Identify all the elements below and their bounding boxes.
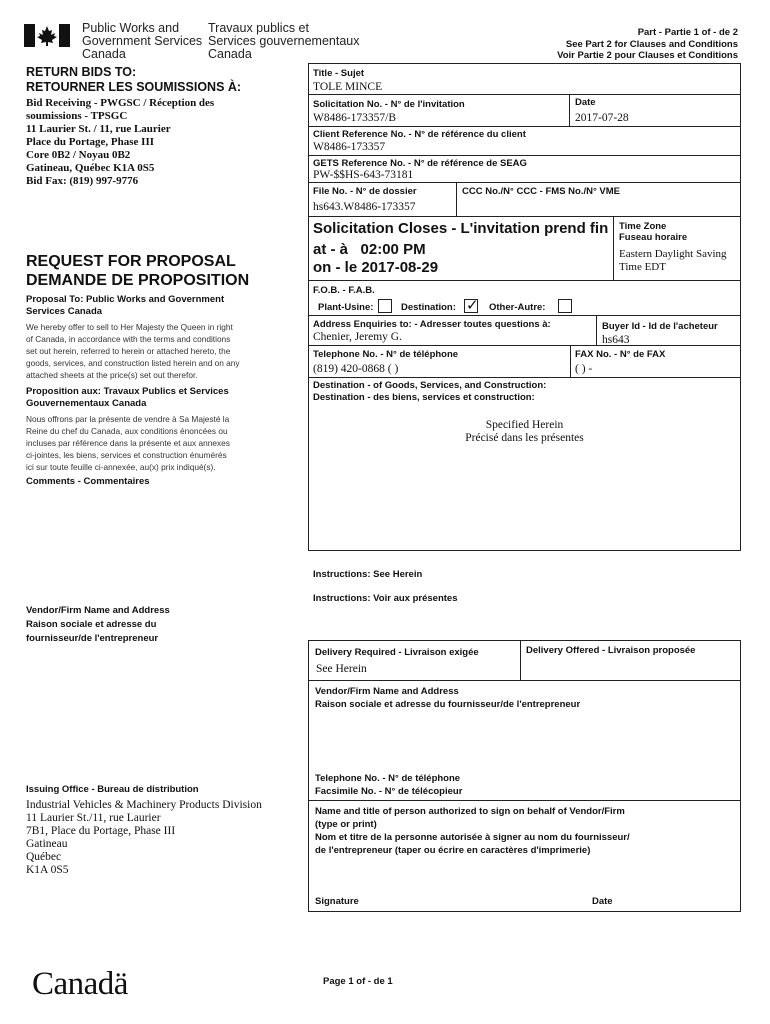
instructions-en: Instructions: See Herein <box>313 569 423 580</box>
closes-date-value[interactable]: 2017-08-29 <box>361 259 439 276</box>
check-icon: ✓ <box>466 297 479 314</box>
gets-reference-value[interactable]: PW-$$HS-643-73181 <box>313 169 414 181</box>
title-label: Title - Sujet <box>313 68 365 79</box>
canada-flag-icon <box>24 24 70 47</box>
closes-at-label: at - à <box>313 241 349 258</box>
return-bids-address: Bid Receiving - PWGSC / Réception des soumissions - TPSGC 11 Laurier St. / 11, rue Laurier Place du Portage, Phase III Core 0B2 / Noyau 0B2 Gatineau, Québec K1A 0S5 Bid Fax: (819) 997-9776 <box>26 97 215 187</box>
fax-label: FAX No. - N° de FAX <box>575 349 666 360</box>
vendor-telephone-label: Telephone No. - N° de téléphone Facsimile No. - N° de télécopieur <box>315 773 463 797</box>
return-bids-heading: RETURN BIDS TO: RETOURNER LES SOUMISSIONS À: <box>26 65 242 94</box>
proposition-aux-section: Proposition aux: Travaux Publics et Services Gouvernementaux Canada Nous offrons par la présente de vendre à Sa Majesté la Reine du chef du Canada, aux conditions énoncées ou incluses par référence dans la présente et aux annexes ci-jointes, les biens, services et construction énumérés ici sur toute feuille ci-annexée, au(x) prix indiqué(s). <box>26 386 230 472</box>
issuing-office-label: Issuing Office - Bureau de distribution <box>26 784 199 795</box>
closes-time-line <box>313 241 426 259</box>
canada-wordmark: Canadä <box>32 966 128 1002</box>
fax-value[interactable]: ( ) - <box>575 363 593 375</box>
comments-label: Comments - Commentaires <box>26 476 150 487</box>
delivery-offered-label: Delivery Offered - Livraison proposée <box>526 645 696 656</box>
gets-reference-label: GETS Reference No. - N° de référence de SEAG <box>313 158 527 169</box>
solicitation-number-label: Solicitation No. - N° de l'invitation <box>313 99 465 110</box>
telephone-value[interactable]: (819) 420-0868 ( ) <box>313 363 399 375</box>
delivery-required-value[interactable]: See Herein <box>316 663 367 675</box>
destination-goods-label: Destination - of Goods, Services, and Construction: Destination - des biens, services et construction: <box>313 380 547 403</box>
ccc-number-label: CCC No./N° CCC - FMS No./N° VME <box>462 186 621 197</box>
destination-goods-value[interactable]: Specified Herein Précisé dans les présentes <box>465 419 584 444</box>
part-info: Part - Partie 1 of - de 2 See Part 2 for Clauses and Conditions Voir Partie 2 pour Clauses et Conditions <box>557 27 738 61</box>
buyer-id-value[interactable]: hs643 <box>602 334 630 346</box>
closes-on-label: on - le <box>313 259 358 276</box>
rfp-heading: REQUEST FOR PROPOSAL DEMANDE DE PROPOSITION <box>26 253 250 289</box>
solicitation-closes-heading: Solicitation Closes - L'invitation prend fin <box>313 220 609 237</box>
date-value[interactable]: 2017-07-28 <box>575 112 629 124</box>
page-number: Page 1 of - de 1 <box>323 976 393 987</box>
closes-date-line <box>313 259 438 277</box>
signature-date-label: Date <box>592 896 613 907</box>
date-label: Date <box>575 97 596 108</box>
vendor-left-label: Vendor/Firm Name and Address Raison sociale et adresse du fournisseur/de l'entrepreneur <box>26 605 170 644</box>
authorized-person-label: Name and title of person authorized to sign on behalf of Vendor/Firm (type or print) Nom et titre de la personne autorisée à signer au nom du fournisseur/ de l'entrepreneur (taper ou écrire en caractères d'imprimerie) <box>315 806 630 856</box>
address-enquiries-label: Address Enquiries to: - Adresser toutes questions à: <box>313 319 551 330</box>
solicitation-number-value[interactable]: W8486-173357/B <box>313 112 397 124</box>
plant-label: Plant-Usine: <box>318 302 374 313</box>
fob-label: F.O.B. - F.A.B. <box>313 285 375 296</box>
other-label: Other-Autre: <box>489 302 546 313</box>
plant-checkbox[interactable] <box>378 299 392 313</box>
timezone-value[interactable]: Eastern Daylight Saving Time EDT <box>619 248 727 273</box>
destination-checkbox[interactable] <box>464 299 478 313</box>
address-enquiries-value[interactable]: Chenier, Jeremy G. <box>313 331 402 343</box>
department-name-fr: Travaux publics et Services gouvernementaux Canada <box>208 21 360 61</box>
authorized-person-field[interactable] <box>312 860 737 888</box>
buyer-id-label: Buyer Id - Id de l'acheteur <box>602 321 718 332</box>
closes-time-value[interactable]: 02:00 PM <box>360 241 426 258</box>
signature-label: Signature <box>315 896 359 907</box>
file-number-label: File No. - N° de dossier <box>313 186 417 197</box>
issuing-office-address: Industrial Vehicles & Machinery Products Division 11 Laurier St./11, rue Laurier 7B1, Place du Portage, Phase III Gatineau Québec K1A 0S5 <box>26 799 262 876</box>
proposal-to-section: Proposal To: Public Works and Government Services Canada We hereby offer to sell to Her Majesty the Queen in right of Canada, in accordance with the terms and conditions set out herein, referred to herein or attached hereto, the goods, services, and construction listed herein and on any attached sheets at the price(s) set out therefor. <box>26 294 240 380</box>
title-value[interactable]: TOLE MINCE <box>313 81 383 93</box>
vendor-name-label: Vendor/Firm Name and Address Raison sociale et adresse du fournisseur/de l'entrepreneur <box>315 686 581 710</box>
other-checkbox[interactable] <box>558 299 572 313</box>
timezone-label: Time Zone Fuseau horaire <box>619 221 688 243</box>
delivery-required-label: Delivery Required - Livraison exigée <box>315 647 479 658</box>
vendor-name-field[interactable] <box>312 713 737 763</box>
destination-label: Destination: <box>401 302 456 313</box>
department-name-en: Public Works and Government Services Canada <box>82 21 203 61</box>
client-reference-label: Client Reference No. - N° de référence du client <box>313 129 526 140</box>
file-number-value[interactable]: hs643.W8486-173357 <box>313 201 416 213</box>
telephone-label: Telephone No. - N° de téléphone <box>313 349 459 360</box>
instructions-fr: Instructions: Voir aux présentes <box>313 593 458 604</box>
client-reference-value[interactable]: W8486-173357 <box>313 141 386 153</box>
